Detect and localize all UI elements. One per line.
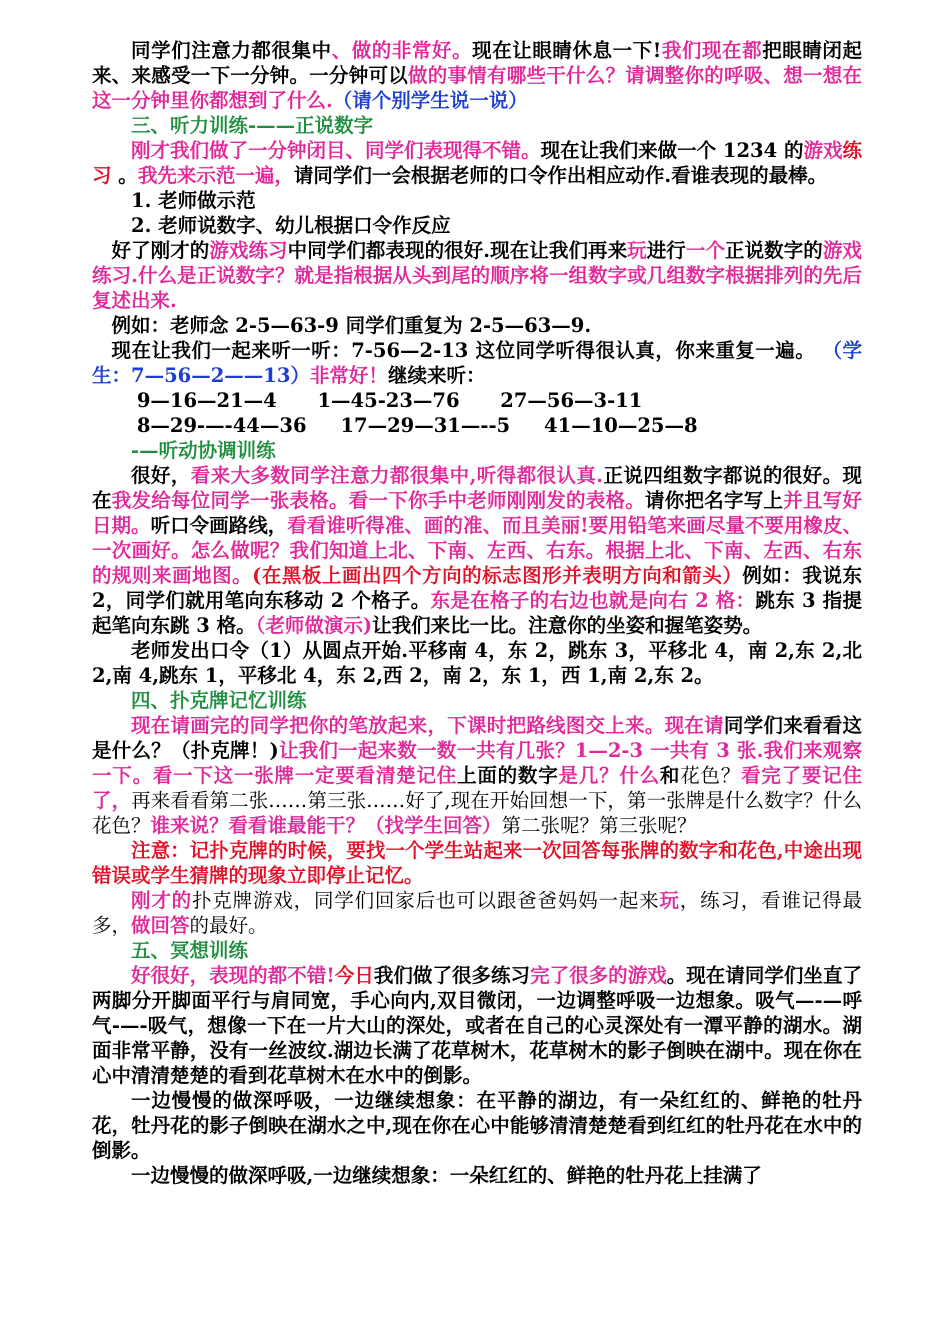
text-run: (在黑板上画出四个方向的标志图形并表明方向和箭头） [252, 564, 743, 587]
paragraph [92, 238, 862, 313]
text-run: 看来大多数同学注意力都很集中,听得都很认真. [190, 464, 604, 487]
text-run: 游戏练习 [209, 239, 288, 262]
text-run: 。 [111, 164, 138, 187]
text-run: 9—16—21—4 1—45-23—76 27—56—3-11 [136, 389, 643, 412]
text-run: 玩 [627, 239, 647, 262]
text-run: 和 [659, 764, 681, 787]
text-run: 现在让我们一起来听一听：7-56—2-13 这位同学听得很认真，你来重复一遍。 [111, 339, 823, 362]
text-run: 注意：记扑克牌的时候，要找一个学生站起来一次回答每张牌的数字和花色,中途出现错误或学生猜牌的现象立即停止记忆。 [92, 839, 862, 887]
text-run: 一边慢慢的做深呼吸,一边继续想象：一朵红红的、鲜艳的牡丹花上挂满了 [131, 1164, 762, 1187]
text-run: 非常好！ [309, 364, 388, 387]
section-heading [92, 113, 862, 138]
text-run: 、做的非常好。 [331, 39, 473, 62]
text-run: 例如：老师念 2-5—63-9 同学们重复为 2-5—63—9. [111, 314, 592, 337]
paragraph [92, 1163, 862, 1188]
text-run: 请你把名字写上 [644, 489, 784, 512]
text-run: 看看谁听得准、画的准、而且美丽!要用铅笔来画尽量不要用橡皮、一次画好。怎么做呢？我们知道上北、下南、左西、右东。根据上北、下南、左西、右东的规则来画地图。 [92, 514, 862, 587]
paragraph [92, 188, 862, 213]
text-run: 中同学们都表现的很好.现在让我们再来 [287, 239, 628, 262]
text-run: （请个别学生说一说） [332, 89, 528, 112]
text-run: 再来看看第二张……第三张……好了,现在开始回想一下，第一张牌是什么数字？什么花色？ [92, 789, 862, 837]
text-run: 例如：我说东 2，同学们就用笔向东移动 2 个格子。 [92, 564, 862, 612]
text-run: 游戏练习 [92, 239, 862, 287]
text-run: 现在让我们来做一个 1234 的 [540, 139, 804, 162]
text-run: 一个 [685, 239, 726, 262]
text-run: 练习 [92, 139, 862, 187]
text-run: 做回答 [131, 914, 190, 937]
paragraph [92, 713, 862, 838]
paragraph [92, 1088, 862, 1163]
text-run: 刚才我们做了一分钟闭目、同学们表现得不错。 [131, 139, 541, 162]
text-run: 请同学们一会根据老师的口令作出相应动作.看谁表现的最棒。 [293, 164, 828, 187]
text-run: 完了很多的游戏 [530, 964, 667, 987]
paragraph [92, 888, 862, 938]
text-run: 上面的数字 [457, 764, 559, 787]
text-run: （老师做演示) [255, 614, 373, 637]
text-run: 。现在请同学们坐直了两脚分开脚面平行与肩同宽，手心向内,双目微闭，一边调整呼吸一边想象。吸气—-—呼气-—-吸气，想像一下在一片大山的深处，或者在自己的心灵深处有一潭平静的湖水。湖面非常平静，没有一丝波纹.湖边长满了花草树木，花草树木的影子倒映在湖中。现在你在心中清清楚楚的看到花草树木在水中的倒影。 [92, 964, 862, 1087]
text-run: .什么是正说数字？就是指根据从头到尾的顺序将一组数字或几组数字根据排列的先后复述出来. [92, 264, 862, 312]
paragraph [92, 138, 862, 188]
text-run: 同学们注意力都很集中 [131, 39, 332, 62]
text-run: 很好， [131, 464, 191, 487]
text-run: 我们现在都 [661, 39, 763, 62]
text-run: 1. 老师做示范 [131, 189, 256, 212]
text-run: 我发给每位同学一张表格。看一下你手中老师刚刚发的表格。 [111, 489, 645, 512]
text-run: -—听动协调训练 [131, 439, 276, 462]
section-heading [92, 688, 862, 713]
text-run: 我们做了很多练习 [373, 964, 531, 987]
text-run: 做的事情有哪些干什么？请调整你的呼吸、想一想在这一分钟里你都想到了什么. [92, 64, 862, 112]
text-run: 2. 老师说数字、幼儿根据口令作反应 [131, 214, 451, 237]
paragraph [92, 963, 862, 1088]
text-run: 正说四组数字都说的很好。现在 [92, 464, 862, 512]
text-run: （学生：7—56—2——13） [92, 339, 862, 387]
section-heading [92, 938, 862, 963]
text-run: 一边慢慢的做深呼吸，一边继续想象：在平静的湖边，有一朵红红的、鲜艳的牡丹花，牡丹花的影子倒映在湖水之中,现在你在心中能够清清楚楚看到红红的牡丹花在水中的倒影。 [92, 1089, 862, 1162]
section-heading [92, 438, 862, 463]
text-run: 四、扑克牌记忆训练 [131, 689, 307, 712]
text-run: 玩 [659, 889, 680, 912]
text-run: 五、冥想训练 [131, 939, 249, 962]
paragraph [92, 313, 862, 338]
text-run: 三、听力训练-——正说数字 [131, 114, 374, 137]
paragraph [92, 38, 862, 113]
paragraph [92, 838, 862, 888]
text-run: 好了刚才的 [111, 239, 210, 262]
text-run: 老师发出口令（1）从圆点开始.平移南 4，东 2，跳东 3，平移北 4，南 2,东 2,北 2,南 4,跳东 1，平移北 4，东 2,西 2，南 2，东 1，西 1,南 2,东 2。 [92, 639, 862, 687]
text-run: 的最好。 [189, 914, 268, 937]
text-run: 好很好，表现的都不错! [131, 964, 335, 987]
text-run: 并且写好日期。 [92, 489, 862, 537]
text-run: 第二张呢？第三张呢？ [501, 814, 697, 837]
text-run: 跳东 3 指提起笔向东跳 3 格。 [92, 589, 862, 637]
paragraph [92, 213, 862, 238]
text-run: 扑克牌游戏，同学们回家后也可以跟爸爸妈妈一起来 [191, 889, 660, 912]
paragraph [92, 638, 862, 688]
text-run: 听口令画路线， [150, 514, 288, 537]
text-run: ，练习，看谁记得最多， [92, 889, 862, 937]
paragraph [92, 338, 862, 388]
text-run: 今日 [334, 964, 374, 987]
text-run: 看完了要记住了， [92, 764, 862, 812]
text-run: 刚才的 [131, 889, 192, 912]
number-sequence-line [92, 388, 862, 413]
text-run: 谁来说？看看谁最能干？（找学生回答） [150, 814, 502, 837]
text-run: 继续来听： [387, 364, 486, 387]
text-run: 是几？什么 [558, 764, 660, 787]
text-run: 让我们来比一比。注意你的坐姿和握笔姿势。 [372, 614, 763, 637]
text-run: 同学们来看看这是什么？（扑克牌！) [92, 714, 862, 762]
text-run: 进行 [646, 239, 686, 262]
text-run: 游戏 [803, 139, 843, 162]
text-run: 花色？ [680, 764, 742, 787]
paragraph [92, 463, 862, 638]
number-sequence-line [92, 413, 862, 438]
text-run: 现在让眼睛休息一下! [472, 39, 662, 62]
text-run: 我先来示范一遍， [137, 164, 294, 187]
text-run: 正说数字的 [725, 239, 823, 262]
text-run: 东是在格子的右边也就是向右 2 格： [430, 589, 756, 612]
text-run: 现在请画完的同学把你的笔放起来，下课时把路线图交上来。现在请 [131, 714, 724, 737]
text-run: 把眼睛闭起来、来感受一下一分钟。一分钟可以 [92, 39, 862, 87]
text-run: 8—29-—-44—36 17—29—31—--5 41—10—25—8 [136, 414, 698, 437]
text-run: 让我们一起来数一数一共有几张？1—2-3 一共有 3 张.我们来观察一下。看一下这一张牌一定要看清楚记住 [92, 739, 862, 787]
